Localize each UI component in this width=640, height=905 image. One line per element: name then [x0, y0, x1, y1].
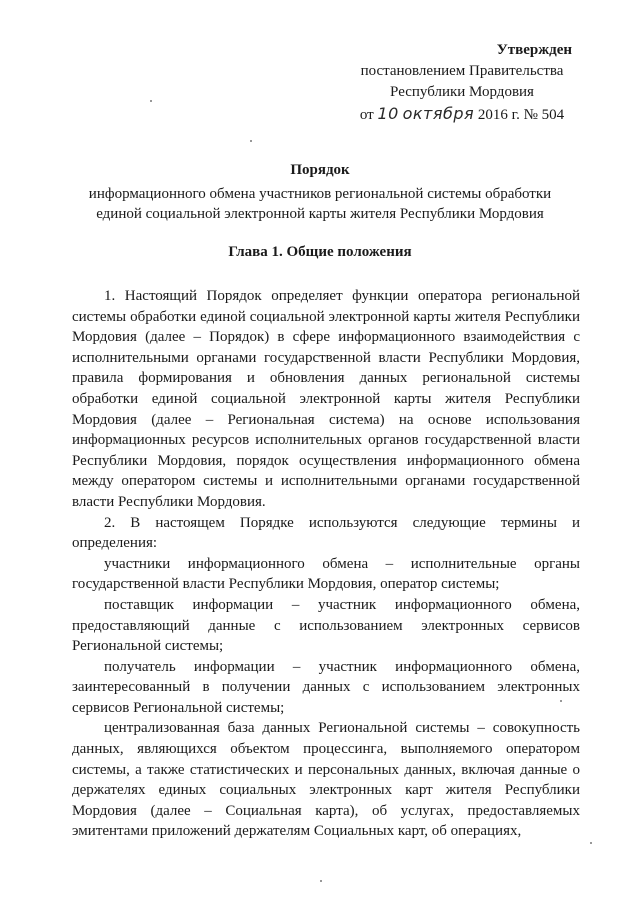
chapter-heading: Глава 1. Общие положения — [228, 244, 412, 260]
scan-speck — [150, 100, 152, 102]
scan-speck — [320, 880, 322, 882]
paragraph: поставщик информации – участник информационного обмена, предоставляющий данные с использованием электронных сервисов Региональной системы; — [72, 596, 580, 655]
approval-line-1: постановлением Правительства — [360, 63, 564, 79]
approval-line-2: Республики Мордовия — [390, 84, 534, 100]
paragraph: 1. Настоящий Порядок определяет функции оператора региональной системы обработки единой социальной электронной карты жителя Республики Мордовия (далее – Порядок) в сфере информационного взаимодействия с исполнительными органами государственной власти Республики Мордовия, правила формирования и обновления данных региональной системы обработки единой социальной электронной карты жителя Республики Мордовия (далее – Региональная система) на основе использования информационных ресурсов исполнительных органов государственной власти Республики Мордовия, порядок осуществления информационного обмена между оператором системы и исполнительными органами государственной власти Республики Мордовия. — [72, 288, 580, 510]
paragraph: получатель информации – участник информационного обмена, заинтересованный в получении данных с использованием электронных сервисов Региональной системы; — [72, 658, 580, 716]
approval-date-line — [342, 103, 582, 126]
scan-speck — [560, 700, 562, 702]
document-body — [72, 286, 580, 842]
paragraph: участники информационного обмена – исполнительные органы государственной власти Республики Мордовия, оператор системы; — [72, 555, 580, 593]
paragraph: централизованная база данных Региональной системы – совокупность данных, являющихся объектом процессинга, выполняемого оператором системы, а также статистических и персональных данных, включая данные о держателях единых социальных электронных карт жителя Республики Мордовия (далее – Социальная карта), об услугах, предоставляемых эмитентами приложений держателям Социальных карт, об операциях, — [72, 720, 580, 840]
document-subtitle-line-2: единой социальной электронной карты жителя Республики Мордовия — [96, 206, 544, 222]
date-day: 10 — [377, 104, 399, 123]
document-subtitle-line-1: информационного обмена участников региональной системы обработки — [88, 186, 552, 202]
document-title-block — [60, 160, 580, 224]
date-year: 2016 г. № — [477, 107, 538, 123]
approval-heading: Утвержден — [496, 42, 572, 58]
approval-block — [342, 40, 582, 126]
scan-speck — [590, 842, 592, 844]
document-title: Порядок — [290, 162, 350, 178]
date-month: октября — [402, 104, 475, 123]
paragraph: 2. В настоящем Порядке используются следующие термины и определения: — [72, 514, 580, 552]
document-number: 504 — [541, 107, 565, 123]
date-prefix: от — [359, 107, 374, 123]
scan-speck — [250, 140, 252, 142]
